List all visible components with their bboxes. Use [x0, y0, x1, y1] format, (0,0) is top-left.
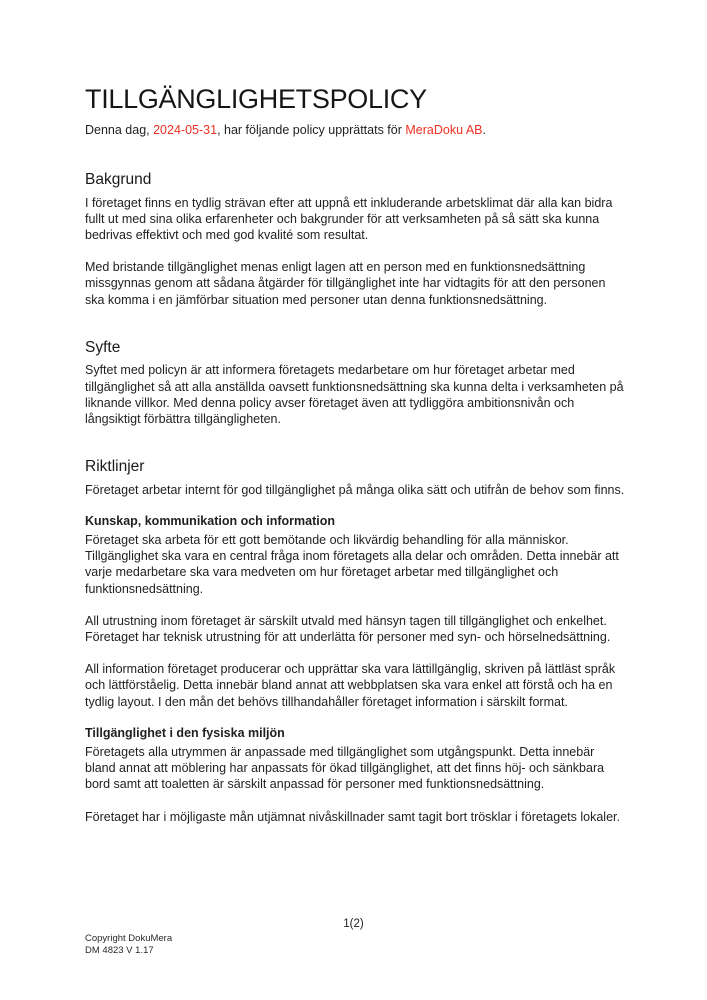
paragraph: Med bristande tillgänglighet menas enligt lagen att en person med en funktionsnedsättning missgynnas genom att sådana åtgärder för tillgänglighet inte har vidtagits för att den personen ska komma i en jämförbar situation med personer utan denna funktionsnedsättning.: [85, 260, 606, 307]
paragraph: All utrustning inom företaget är särskilt utvald med hänsyn tagen till tillgänglighet och enkelhet. Företaget har teknisk utrustning för att underlätta för personer med syn- och hörselnedsättning.: [85, 613, 611, 645]
section-heading-bakgrund: Bakgrund: [85, 171, 152, 189]
intro-suffix: .: [482, 123, 486, 138]
intro-line: [85, 122, 625, 138]
sub-heading-fysiska-miljon: Tillgänglighet i den fysiska miljön: [85, 725, 285, 740]
paragraph: Syftet med policyn är att informera företagets medarbetare om hur företaget arbetar med tillgänglighet så att alla anställda oavsett funktionsnedsättning ska kunna delta i verksamheten på liknande villkor. Med denna policy avser företaget även att tydliggöra ambitionsnivån och långsiktigt förbättra tillgängligheten.: [85, 363, 624, 427]
document-title: TILLGÄNGLIGHETSPOLICY: [85, 84, 427, 114]
intro-middle: , har följande policy upprättats för: [217, 123, 406, 138]
paragraph: Företaget ska arbeta för ett gott bemötande och likvärdig behandling för alla människor. Tillgänglighet ska vara en central fråga inom företagets alla delar och områden. Detta innebär att varje medarbetare ska vara medveten om hur företaget arbetar med tillgänglighet och funktionsnedsättning.: [85, 533, 619, 596]
intro-prefix: Denna dag,: [85, 123, 154, 138]
paragraph: All information företaget producerar och upprättar ska vara lättillgänglig, skriven på lättläst språk och lättförståelig. Detta innebär bland annat att webbplatsen ska vara enkel att förstå och ha en tydlig layout. I den mån det behövs tillhandahåller företaget information i särskilt format.: [85, 662, 616, 709]
paragraph: Företagets alla utrymmen är anpassade med tillgänglighet som utgångspunkt. Detta innebär bland annat att möblering har anpassats för ökad tillgänglighet, att det finns höj- och sänkbara bord samt att toaletten är särskilt anpassad för personer med funktionsnedsättning.: [85, 744, 605, 792]
footer-copyright-line1: Copyright DokuMera: [85, 933, 173, 944]
paragraph: Företaget har i möjligaste mån utjämnat nivåskillnader samt tagit bort trösklar i företagets lokaler.: [85, 809, 620, 824]
sub-heading-kunskap: Kunskap, kommunikation och information: [85, 514, 336, 529]
section-heading-riktlinjer: Riktlinjer: [85, 458, 145, 476]
paragraph: Företaget arbetar internt för god tillgänglighet på många olika sätt och utifrån de behov som finns.: [85, 482, 625, 497]
intro-company: MeraDoku AB: [405, 123, 483, 138]
footer-copyright-line2: DM 4823 V 1.17: [85, 945, 154, 956]
footer-copyright: [85, 933, 172, 957]
intro-date: 2024-05-31: [153, 123, 218, 138]
paragraph: I företaget finns en tydlig strävan efter att uppnå ett inkluderande arbetsklimat där alla kan bidra fullt ut med sina olika erfarenheter och bakgrunder för att verksamheten på så sätt ska kunna bedrivas effektivt och med god kvalité som resultat.: [85, 195, 613, 243]
page-number: 1(2): [343, 918, 364, 930]
section-heading-syfte: Syfte: [85, 338, 121, 356]
